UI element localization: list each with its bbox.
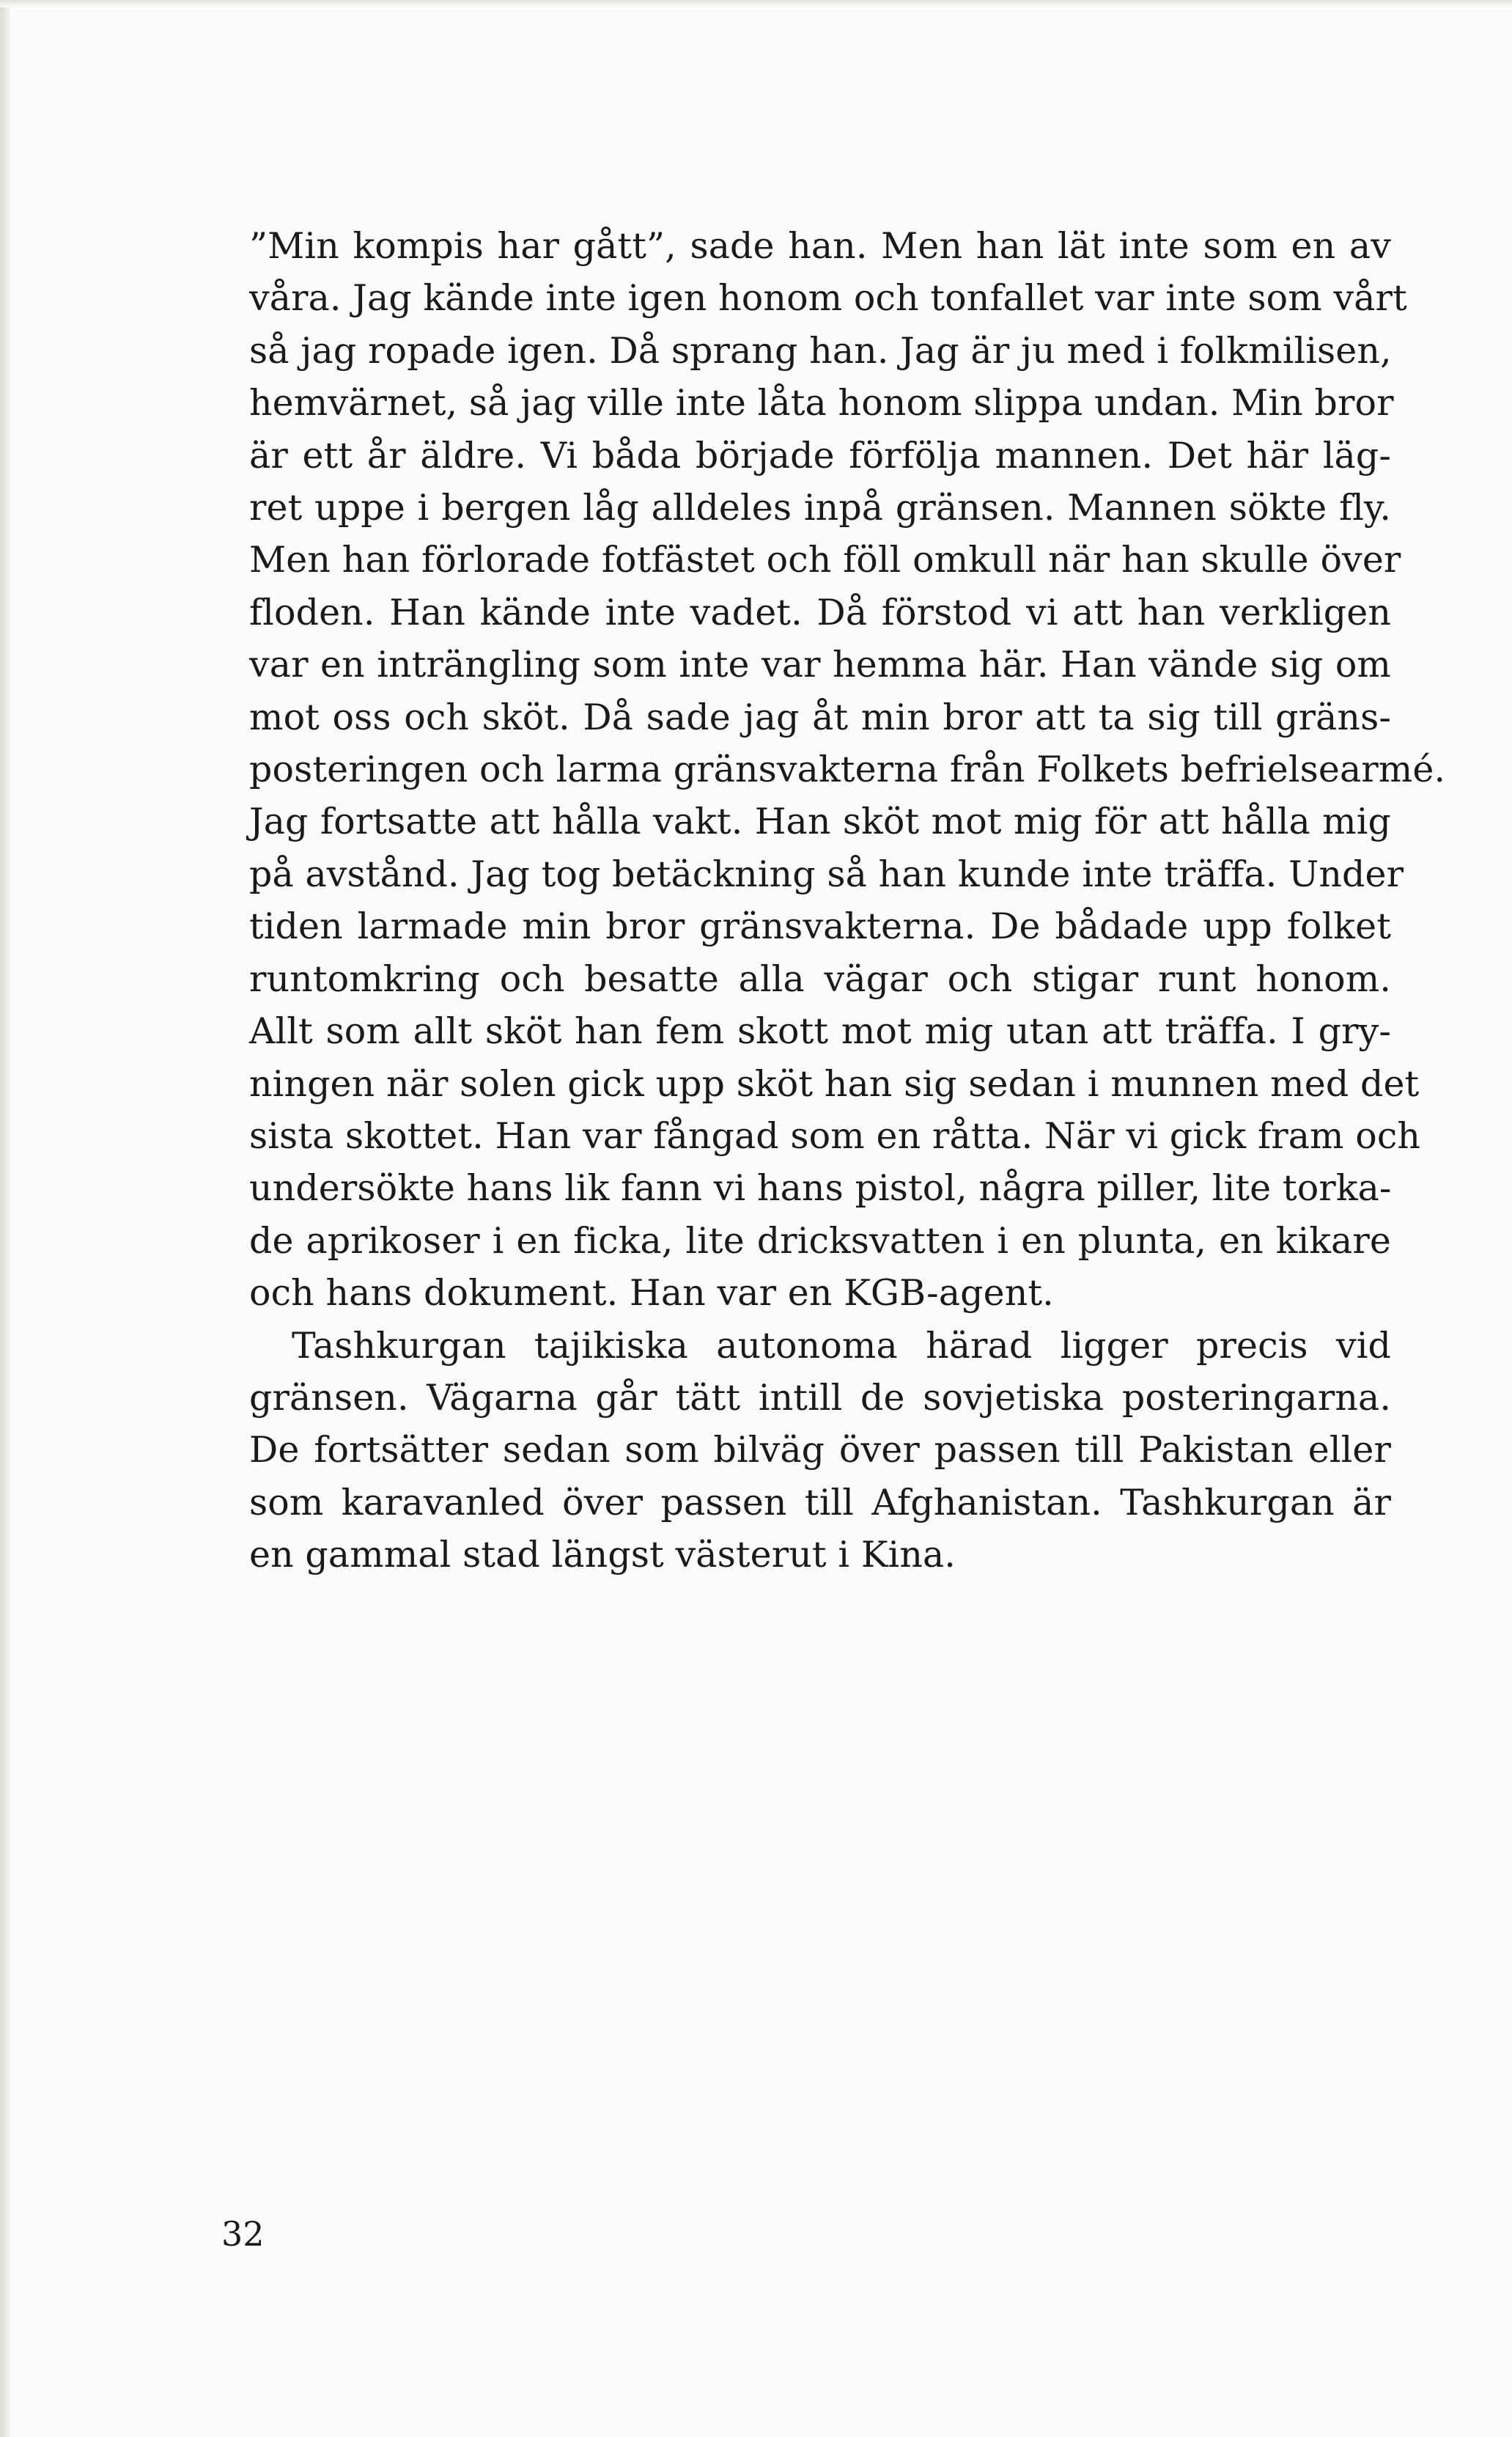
text-line: Jag fortsatte att hålla vakt. Han sköt mot mig för att hålla mig — [249, 801, 1391, 843]
text-line: hemvärnet, så jag ville inte låta honom slippa undan. Min bror — [249, 382, 1394, 424]
paragraph-1 — [249, 220, 1446, 1320]
paragraph-2 — [249, 1320, 1391, 1581]
text-line: Allt som allt sköt han fem skott mot mig utan att träffa. I gry- — [249, 1010, 1391, 1053]
text-line: posteringen och larma gränsvakterna från Folkets befrielsearmé. — [249, 749, 1446, 791]
text-line: De fortsätter sedan som bilväg över passen till Pakistan eller — [249, 1429, 1391, 1471]
text-line: ningen när solen gick upp sköt han sig sedan i munnen med det — [249, 1062, 1420, 1105]
text-line: var en inträngling som inte var hemma här. Han vände sig om — [249, 644, 1391, 686]
text-line: de aprikoser i en ficka, lite dricksvatten i en plunta, en kikare — [249, 1219, 1391, 1262]
page-edge-shadow-left — [0, 0, 10, 2437]
text-line: på avstånd. Jag tog betäckning så han kunde inte träffa. Under — [249, 853, 1404, 895]
text-line: som karavanled över passen till Afghanistan. Tashkurgan är — [249, 1481, 1391, 1523]
text-line: ret uppe i bergen låg alldeles inpå gränsen. Mannen sökte fly. — [249, 487, 1391, 529]
text-line: våra. Jag kände inte igen honom och tonfallet var inte som vårt — [249, 277, 1407, 320]
text-line: floden. Han kände inte vadet. Då förstod vi att han verkligen — [249, 591, 1391, 633]
text-line: gränsen. Vägarna går tätt intill de sovjetiska posteringarna. — [249, 1376, 1391, 1419]
text-line: en gammal stad längst västerut i Kina. — [249, 1534, 956, 1576]
text-line: mot oss och sköt. Då sade jag åt min bror att ta sig till gräns- — [249, 696, 1391, 738]
text-line: och hans dokument. Han var en KGB-agent. — [249, 1272, 1054, 1315]
text-line: Tashkurgan tajikiska autonoma härad ligger precis vid — [292, 1324, 1391, 1367]
page-edge-shadow-top — [0, 0, 1512, 7]
text-line: sista skottet. Han var fångad som en råtta. När vi gick fram och — [249, 1114, 1421, 1157]
page-number: 32 — [221, 2214, 265, 2254]
text-line: är ett år äldre. Vi båda började förfölja mannen. Det här läg- — [249, 434, 1391, 477]
text-line: ”Min kompis har gått”, sade han. Men han lät inte som en av — [249, 225, 1391, 267]
text-line: tiden larmade min bror gränsvakterna. De bådade upp folket — [249, 905, 1391, 948]
text-line: så jag ropade igen. Då sprang han. Jag är ju med i folkmilisen, — [249, 329, 1392, 372]
text-line: Men han förlorade fotfästet och föll omkull när han skulle över — [249, 539, 1401, 581]
text-line: runtomkring och besatte alla vägar och stigar runt honom. — [249, 957, 1391, 1000]
text-line: undersökte hans lik fann vi hans pistol, några piller, lite torka- — [249, 1167, 1392, 1210]
body-text — [249, 220, 1446, 1581]
